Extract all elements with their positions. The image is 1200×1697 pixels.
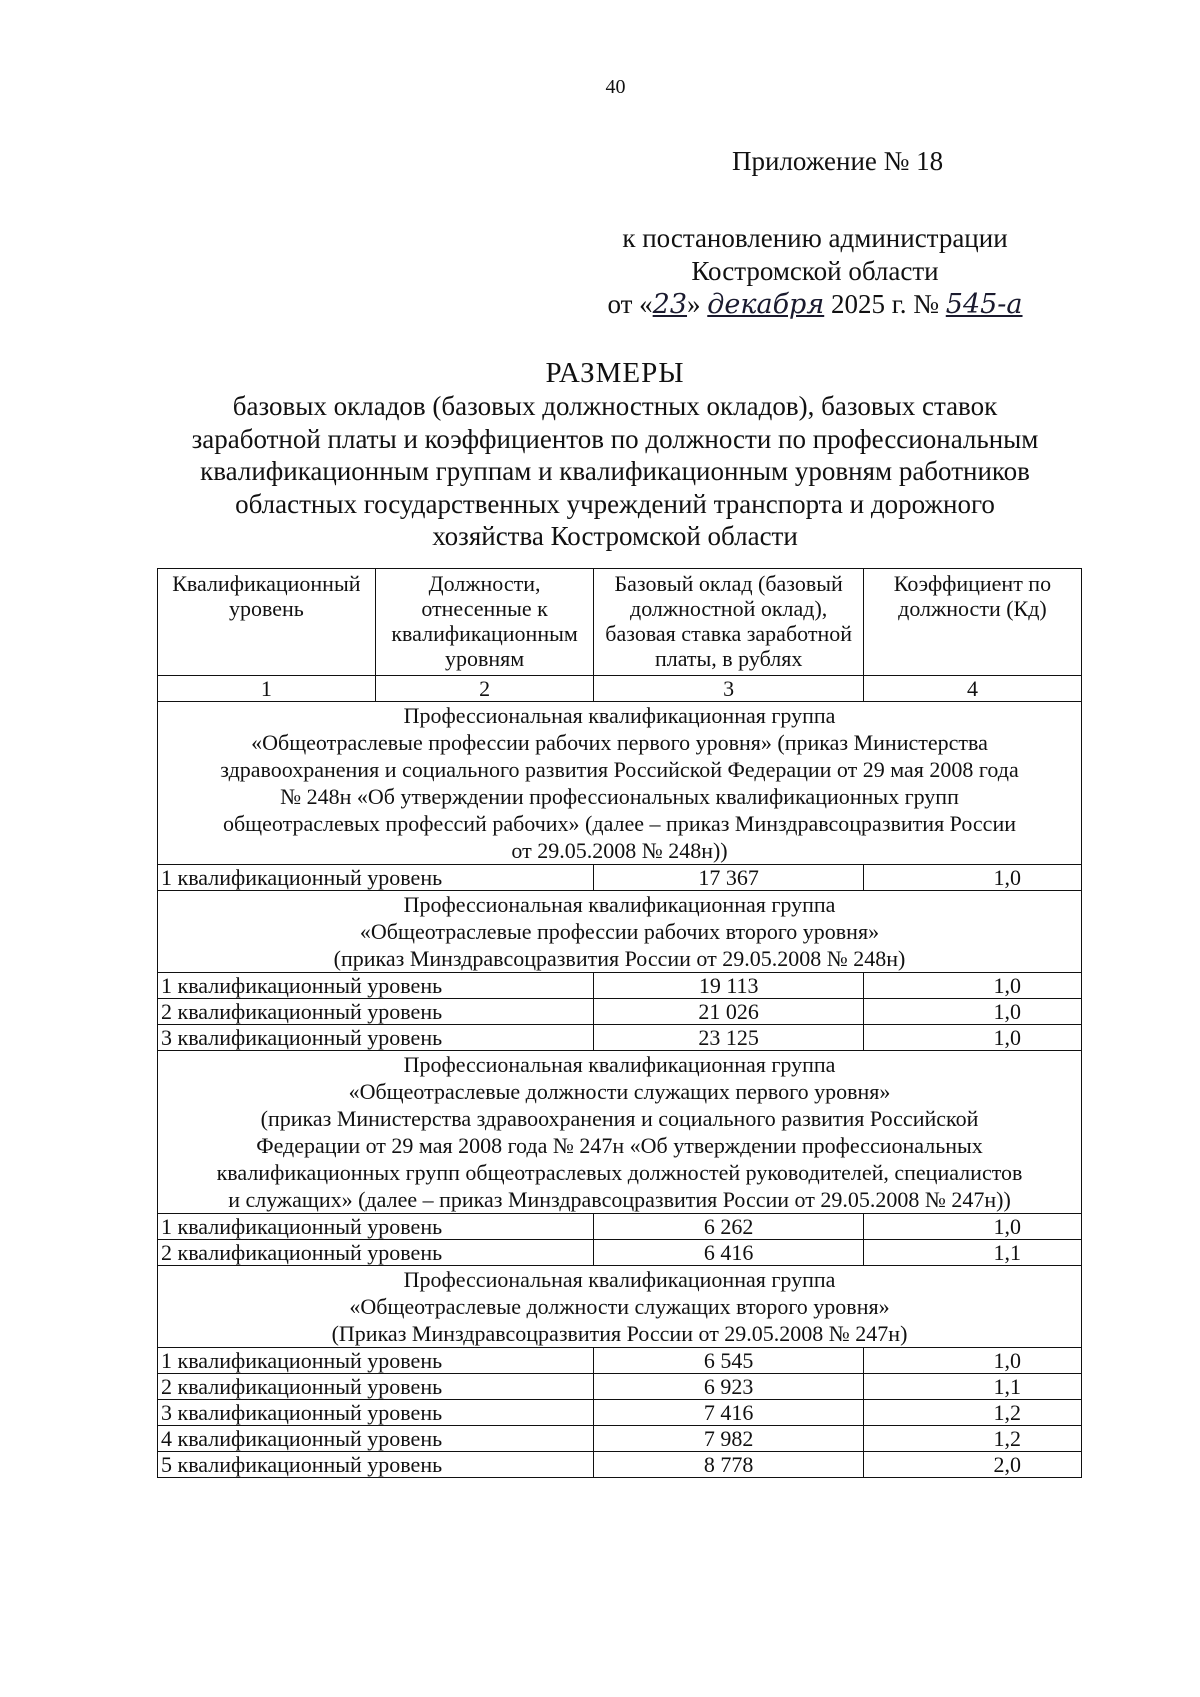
- coefficient-cell: 1,0: [863, 865, 1081, 891]
- coefficient-cell: 1,1: [863, 1374, 1081, 1400]
- header-positions: Должности, отнесенные к квалификационным уровням: [375, 569, 594, 676]
- table-row: [158, 1400, 1082, 1426]
- coefficient-cell: 1,0: [863, 1348, 1081, 1374]
- level-cell: 2 квалификационный уровень: [158, 1240, 594, 1266]
- group-heading-line: от 29.05.2008 № 248н)): [511, 838, 728, 863]
- table-row: [158, 999, 1082, 1025]
- level-cell: 1 квалификационный уровень: [158, 1214, 594, 1240]
- salary-table: [157, 568, 1082, 1478]
- coefficient-cell: 1,2: [863, 1400, 1081, 1426]
- salary-cell: 6 416: [594, 1240, 863, 1266]
- salary-cell: 19 113: [594, 973, 863, 999]
- group-heading-row: [158, 1266, 1082, 1348]
- group-heading-line: (приказ Минздравсоцразвития России от 29.05.2008 № 248н): [333, 946, 906, 971]
- group-heading-line: Профессиональная квалификационная группа: [403, 892, 836, 917]
- title-line: хозяйства Костромской области: [432, 521, 798, 551]
- group-heading: [158, 1051, 1082, 1214]
- level-cell: 5 квалификационный уровень: [158, 1452, 594, 1478]
- coefficient-cell: 1,0: [863, 1214, 1081, 1240]
- table-index-row: [158, 676, 1082, 702]
- salary-cell: 8 778: [594, 1452, 863, 1478]
- document-title: [145, 356, 1085, 553]
- table-row: [158, 1426, 1082, 1452]
- header-coefficient: Коэффициент по должности (Кд): [863, 569, 1081, 676]
- salary-cell: 6 262: [594, 1214, 863, 1240]
- coefficient-cell: 1,0: [863, 999, 1081, 1025]
- coefficient-cell: 1,0: [863, 1025, 1081, 1051]
- table-body: [158, 702, 1082, 1478]
- group-heading-line: «Общеотраслевые должности служащих второго уровня»: [349, 1294, 890, 1319]
- level-cell: 2 квалификационный уровень: [158, 999, 594, 1025]
- decree-reference: [580, 222, 1050, 321]
- group-heading-line: квалификационных групп общеотраслевых должностей руководителей, специалистов: [216, 1160, 1023, 1185]
- header-level: Квалификационный уровень: [158, 569, 376, 676]
- title-line: заработной платы и коэффициентов по должности по профессиональным: [191, 423, 1039, 454]
- table-row: [158, 1452, 1082, 1478]
- decree-date-mid: »: [687, 289, 701, 319]
- decree-line-2: Костромской области: [691, 256, 939, 286]
- group-heading: [158, 1266, 1082, 1348]
- table-row: [158, 1214, 1082, 1240]
- coefficient-cell: 1,1: [863, 1240, 1081, 1266]
- title-main: РАЗМЕРЫ: [545, 357, 685, 389]
- title-line: квалификационным группам и квалификационным уровням работников: [200, 456, 1030, 486]
- coefficient-cell: 2,0: [863, 1452, 1081, 1478]
- group-heading: [158, 891, 1082, 973]
- group-heading-line: (приказ Министерства здравоохранения и социального развития Российской: [260, 1106, 979, 1131]
- table-row: [158, 1374, 1082, 1400]
- index-cell: 2: [375, 676, 594, 702]
- level-cell: 2 квалификационный уровень: [158, 1374, 594, 1400]
- level-cell: 3 квалификационный уровень: [158, 1400, 594, 1426]
- title-subtitle: [145, 390, 1085, 553]
- table-row: [158, 1025, 1082, 1051]
- group-heading-row: [158, 891, 1082, 973]
- index-cell: 3: [594, 676, 863, 702]
- table-row: [158, 1240, 1082, 1266]
- salary-cell: 6 923: [594, 1374, 863, 1400]
- group-heading-line: (Приказ Минздравсоцразвития России от 29.05.2008 № 247н): [331, 1321, 908, 1346]
- level-cell: 1 квалификационный уровень: [158, 865, 594, 891]
- group-heading-line: Профессиональная квалификационная группа: [403, 1052, 836, 1077]
- group-heading-line: Профессиональная квалификационная группа: [403, 1267, 836, 1292]
- coefficient-cell: 1,2: [863, 1426, 1081, 1452]
- level-cell: 3 квалификационный уровень: [158, 1025, 594, 1051]
- index-cell: 1: [158, 676, 376, 702]
- header-salary: Базовый оклад (базовый должностной оклад), базовая ставка заработной платы, в рублях: [594, 569, 863, 676]
- level-cell: 1 квалификационный уровень: [158, 1348, 594, 1374]
- table-header-row: [158, 569, 1082, 676]
- decree-number: 545-а: [945, 289, 1023, 320]
- group-heading-line: «Общеотраслевые профессии рабочих первого уровня» (приказ Министерства: [251, 730, 988, 755]
- group-heading-line: Федерации от 29 мая 2008 года № 247н «Об утверждении профессиональных: [256, 1133, 983, 1158]
- index-cell: 4: [863, 676, 1081, 702]
- group-heading-line: № 248н «Об утверждении профессиональных квалификационных групп: [280, 784, 959, 809]
- group-heading-line: «Общеотраслевые должности служащих первого уровня»: [348, 1079, 891, 1104]
- decree-month: декабря: [707, 289, 825, 320]
- group-heading-line: здравоохранения и социального развития Российской Федерации от 29 мая 2008 года: [220, 757, 1019, 782]
- coefficient-cell: 1,0: [863, 973, 1081, 999]
- title-line: базовых окладов (базовых должностных окладов), базовых ставок: [232, 391, 998, 421]
- decree-year: 2025 г. №: [830, 289, 940, 319]
- page-number: 40: [605, 76, 626, 98]
- decree-line-1: к постановлению администрации: [622, 223, 1008, 253]
- salary-cell: 7 982: [594, 1426, 863, 1452]
- salary-cell: 7 416: [594, 1400, 863, 1426]
- group-heading-line: Профессиональная квалификационная группа: [403, 703, 836, 728]
- salary-cell: 21 026: [594, 999, 863, 1025]
- level-cell: 1 квалификационный уровень: [158, 973, 594, 999]
- group-heading: [158, 702, 1082, 865]
- salary-cell: 17 367: [594, 865, 863, 891]
- group-heading-row: [158, 702, 1082, 865]
- group-heading-line: «Общеотраслевые профессии рабочих второго уровня»: [359, 919, 880, 944]
- table-row: [158, 973, 1082, 999]
- group-heading-row: [158, 1051, 1082, 1214]
- group-heading-line: общеотраслевых профессий рабочих» (далее – приказ Минздравсоцразвития России: [222, 811, 1016, 836]
- decree-day: 23: [652, 289, 688, 320]
- level-cell: 4 квалификационный уровень: [158, 1426, 594, 1452]
- appendix-label: Приложение № 18: [732, 146, 944, 176]
- salary-cell: 6 545: [594, 1348, 863, 1374]
- table-row: [158, 1348, 1082, 1374]
- table-row: [158, 865, 1082, 891]
- title-line: областных государственных учреждений транспорта и дорожного: [235, 488, 995, 519]
- decree-date-line: [580, 288, 1050, 321]
- group-heading-line: и служащих» (далее – приказ Минздравсоцразвития России от 29.05.2008 № 247н)): [228, 1187, 1011, 1212]
- decree-date-prefix: от «: [607, 289, 653, 319]
- salary-cell: 23 125: [594, 1025, 863, 1051]
